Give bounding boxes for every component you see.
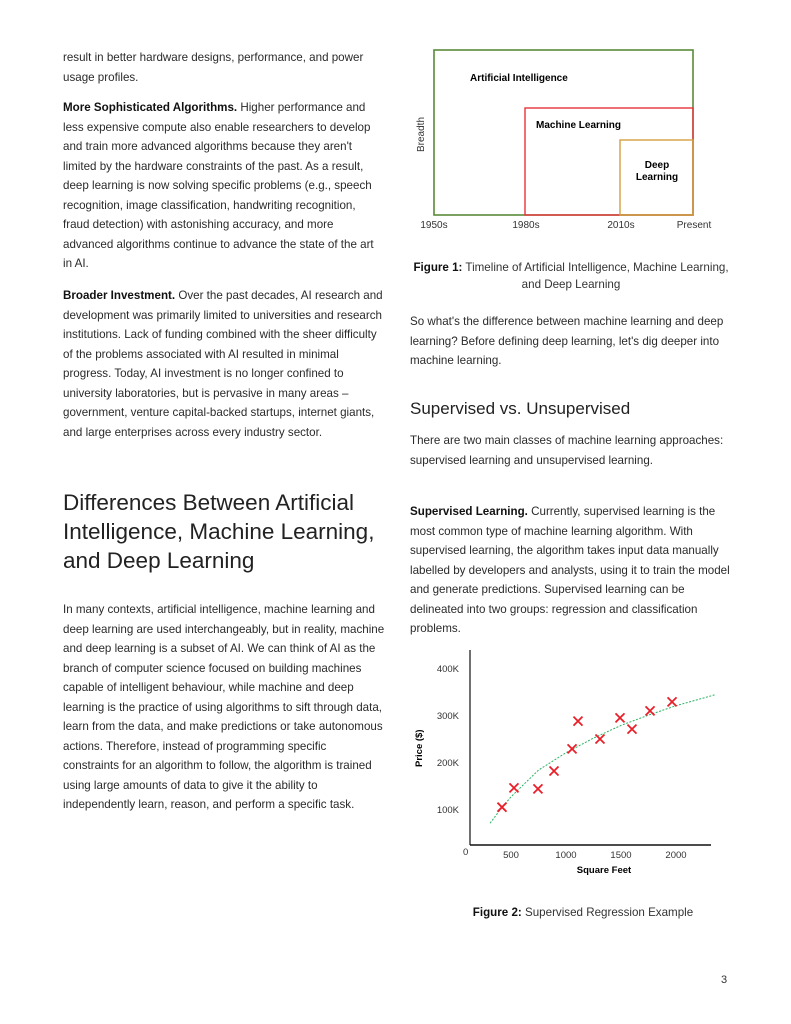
caption-text: Timeline of Artificial Intelligence, Machine Learning, and Deep Learning bbox=[462, 261, 729, 291]
x-axis-label: Square Feet bbox=[576, 865, 632, 876]
regression-curve bbox=[490, 695, 714, 823]
paragraph-difference bbox=[410, 312, 732, 371]
paragraph-investment bbox=[63, 286, 385, 442]
x-tick: Present bbox=[676, 220, 712, 231]
paragraph-classes bbox=[410, 431, 732, 470]
x-tick-label: 2000 bbox=[665, 850, 687, 861]
figure-1-caption bbox=[410, 259, 732, 293]
y-tick-label: 300K bbox=[436, 711, 459, 722]
paragraph-lead: Supervised Learning. bbox=[410, 505, 528, 518]
x-tick: 2010s bbox=[607, 220, 635, 231]
paragraph-algorithms bbox=[63, 98, 385, 274]
data-point-x-marker bbox=[550, 766, 559, 775]
dl-label: Learning bbox=[635, 172, 679, 183]
paragraph-contexts bbox=[63, 600, 385, 815]
figure-2-scatter-chart bbox=[405, 645, 735, 885]
y-tick-label: 400K bbox=[436, 664, 459, 675]
paragraph-lead: Broader Investment. bbox=[63, 289, 176, 302]
y-axis-label: Price ($) bbox=[414, 729, 425, 767]
y-axis-label: Breadth bbox=[416, 116, 427, 152]
section-heading: Differences Between Artificial Intelligence, Machine Learning, and Deep Learning bbox=[63, 490, 375, 573]
ml-label: Machine Learning bbox=[536, 120, 622, 131]
text: There are two main classes of machine learning approaches: supervised learning and unsupervised learning. bbox=[410, 434, 724, 467]
x-tick-label: 500 bbox=[503, 850, 519, 861]
data-point-x-marker bbox=[668, 697, 677, 706]
ai-label: Artificial Intelligence bbox=[470, 73, 568, 84]
data-point-x-marker bbox=[497, 803, 506, 812]
figure-2-caption bbox=[410, 904, 756, 921]
x-tick-label: 1500 bbox=[610, 850, 632, 861]
caption-text: Supervised Regression Example bbox=[521, 906, 694, 919]
text: Higher performance and less expensive compute also enable researchers to develop and train more advanced algorithms because they aren't limited by the hardware constraints of the past. As a result, deep learning is now solving specific problems (e.g., speech recognition, image classification, handwriting recognition, fraud detection) with astonishing accuracy, and more advanced algorithms continue to advance the state of the art in AI. bbox=[63, 101, 374, 270]
data-point-x-marker bbox=[628, 725, 637, 734]
figure-1-diagram bbox=[405, 40, 735, 240]
data-point-x-marker bbox=[509, 783, 518, 792]
paragraph-lead: More Sophisticated Algorithms. bbox=[63, 101, 238, 114]
data-point-x-marker bbox=[533, 784, 542, 793]
text: Currently, supervised learning is the most common type of machine learning algorithm. With supervised learning, the algorithm takes input data manually labelled by developers and analysts, using it to train the model and generate predictions. Supervised learning can be delineated into two groups: regression and classification problems. bbox=[410, 505, 730, 635]
data-point-x-marker bbox=[568, 744, 577, 753]
dl-label: Deep bbox=[644, 160, 670, 171]
y-tick-label: 100K bbox=[436, 805, 459, 816]
caption-lead: Figure 2: bbox=[472, 906, 522, 919]
data-point-x-marker bbox=[573, 717, 582, 726]
subsection-heading: Supervised vs. Unsupervised bbox=[410, 399, 631, 418]
paragraph-supervised bbox=[410, 502, 732, 639]
text: In many contexts, artificial intelligence, machine learning and deep learning are used interchangeably, but in reality, machine and deep learning is a subset of AI. We can think of AI as the branch of computer science focused on building machines capable of intelligent behaviour, while machine and deep learning is the practice of using algorithms to sift through data, learn from the data, and make predictions or take autonomous actions. Therefore, instead of programming specific constraints for an algorithm to follow, the algorithm is trained using large amounts of data to give it the ability to independently learn, reason, and perform a specific task. bbox=[63, 603, 385, 811]
text: Over the past decades, AI research and development was primarily limited to universities and research institutions. Lack of funding combined with the sheer difficulty of the problems associated with AI resulted in minimal progress. Today, AI investment is no longer confined to university laboratories, but is pervasive in many areas – government, venture capital-backed startups, internet giants, and large enterprises across every industry sector. bbox=[63, 289, 383, 439]
paragraph-hardware bbox=[63, 48, 385, 87]
data-point-x-marker bbox=[595, 735, 604, 744]
text: So what's the difference between machine learning and deep learning? Before defining deep learning, let's dig deeper into machine learning. bbox=[410, 315, 724, 367]
data-point-x-marker bbox=[646, 706, 655, 715]
x-tick: 1950s bbox=[420, 220, 448, 231]
page-number: 3 bbox=[721, 974, 728, 986]
data-point-x-marker bbox=[616, 713, 625, 722]
caption-lead: Figure 1: bbox=[413, 261, 463, 274]
x-tick: 1980s bbox=[512, 220, 540, 231]
text: result in better hardware designs, performance, and power usage profiles. bbox=[63, 51, 364, 84]
origin-label: 0 bbox=[463, 847, 469, 858]
y-tick-label: 200K bbox=[436, 758, 459, 769]
x-tick-label: 1000 bbox=[555, 850, 577, 861]
